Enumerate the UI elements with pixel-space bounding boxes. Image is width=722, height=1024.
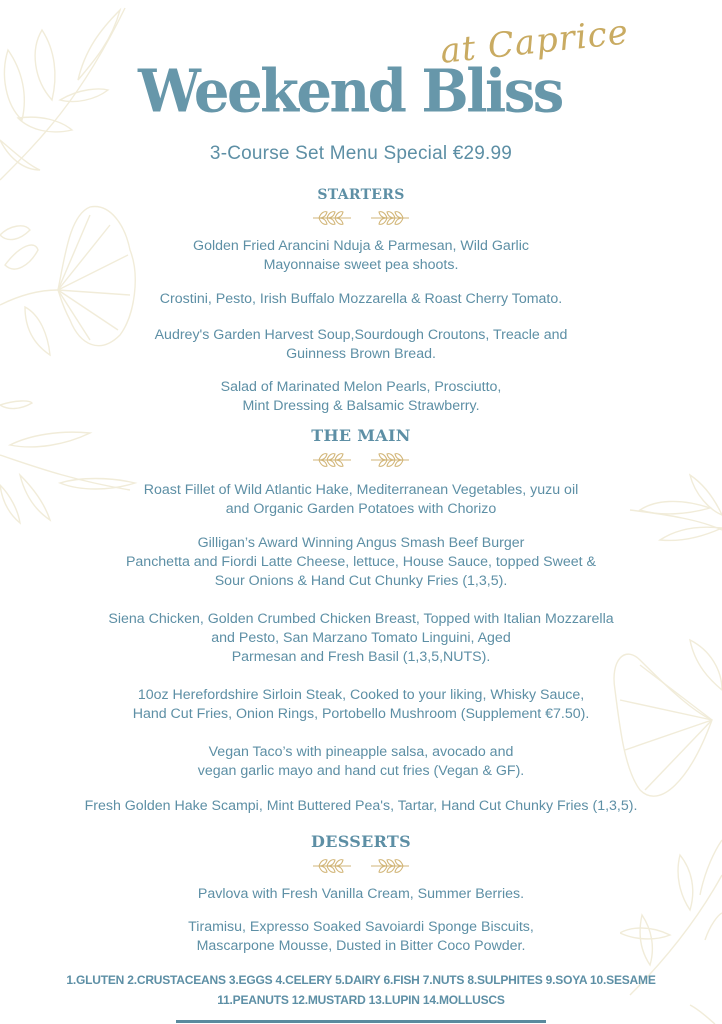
- menu-item: Crostini, Pesto, Irish Buffalo Mozzarella & Roast Cherry Tomato.: [159, 291, 563, 307]
- menu-item: Salad of Marinated Melon Pearls, Prosciutto, Mint Dressing & Balsamic Strawberry.: [220, 379, 502, 414]
- menu-item: Golden Fried Arancini Nduja & Parmesan, Wild Garlic Mayonnaise sweet pea shoots.: [193, 238, 529, 273]
- menu-subtitle: 3-Course Set Menu Special €29.99: [209, 143, 513, 164]
- menu-item: Fresh Golden Hake Scampi, Mint Buttered Pea's, Tartar, Hand Cut Chunky Fries (1,3,5).: [84, 798, 638, 814]
- menu-title: Weekend Bliss: [138, 56, 562, 127]
- menu-item: Pavlova with Fresh Vanilla Cream, Summer Berries.: [197, 886, 525, 902]
- bottom-divider: [176, 1020, 546, 1023]
- menu-item: Audrey's Garden Harvest Soup,Sourdough Croutons, Treacle and Guinness Brown Bread.: [154, 327, 568, 362]
- section-heading-main: THE MAIN: [311, 426, 411, 445]
- menu-item: Vegan Taco’s with pineapple salsa, avocado and vegan garlic mayo and hand cut fries (Vegan & GF).: [197, 744, 525, 779]
- menu-item: 10oz Herefordshire Sirloin Steak, Cooked to your liking, Whisky Sauce, Hand Cut Fries, Onion Rings, Portobello Mushroom (Supplement €7.50).: [132, 687, 590, 722]
- allergen-legend: 1.GLUTEN 2.CRUSTACEANS 3.EGGS 4.CELERY 5.DAIRY 6.FISH 7.NUTS 8.SULPHITES 9.SOYA 10.SESAME 11.PEANUTS 12.MUSTARD 13.LUPIN 14.MOLLUSCS: [66, 973, 656, 1007]
- venue-script-tag: at Caprice: [438, 12, 631, 72]
- menu-header: [0, 0, 722, 170]
- menu-item: Roast Fillet of Wild Atlantic Hake, Mediterranean Vegetables, yuzu oil and Organic Garden Potatoes with Chorizo: [143, 482, 579, 517]
- laurel-divider-icon: [311, 208, 411, 228]
- menu-item: Tiramisu, Expresso Soaked Savoiardi Sponge Biscuits, Mascarpone Mousse, Dusted in Bitter Coco Powder.: [188, 919, 534, 954]
- section-heading-starters: STARTERS: [317, 187, 405, 203]
- laurel-divider-icon: [311, 856, 411, 876]
- menu-item: Siena Chicken, Golden Crumbed Chicken Breast, Topped with Italian Mozzarella and Pesto, San Marzano Tomato Linguini, Aged Parmesan and Fresh Basil (1,3,5,NUTS).: [108, 611, 614, 665]
- section-heading-desserts: DESSERTS: [311, 832, 411, 851]
- laurel-divider-icon: [311, 450, 411, 470]
- menu-item: Gilligan’s Award Winning Angus Smash Beef Burger Panchetta and Fiordi Latte Cheese, lettuce, House Sauce, topped Sweet & Sour Onions & Hand Cut Chunky Fries (1,3,5).: [125, 535, 597, 589]
